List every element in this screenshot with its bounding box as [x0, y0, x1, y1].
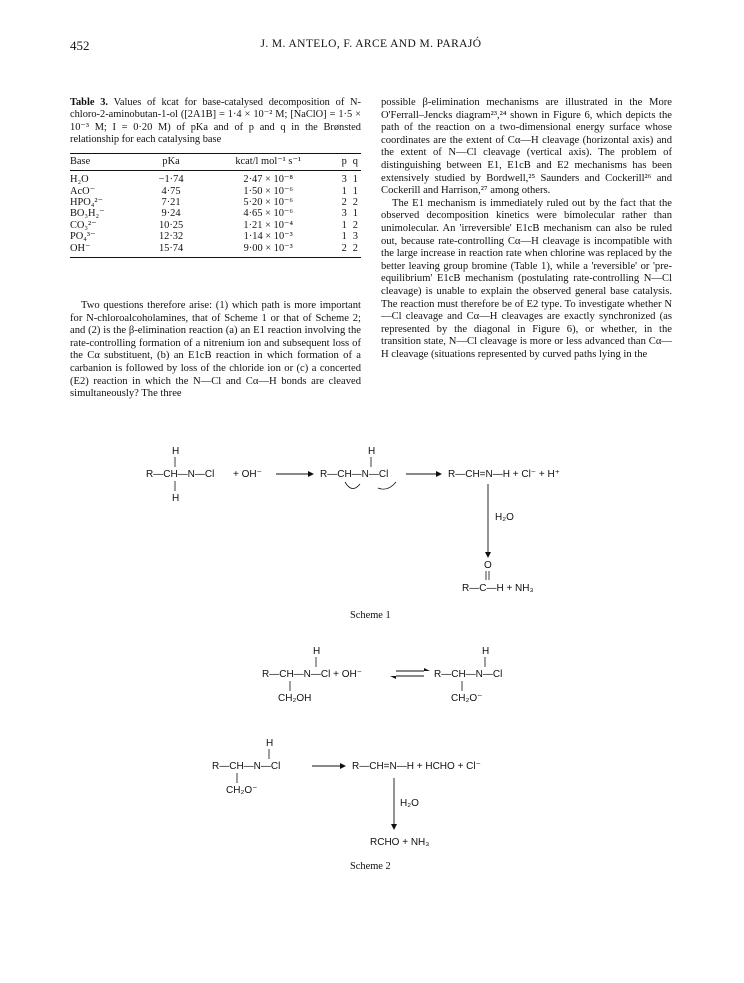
- scheme2-eq2-left: R—CH—N—Cl: [212, 761, 281, 772]
- table-row: [70, 231, 361, 242]
- right-column: [381, 97, 672, 361]
- cell-pka: 15·74: [144, 243, 197, 258]
- cell-pka: 7·21: [161, 197, 181, 209]
- scheme2-eq2-sub: CH₂O⁻: [226, 785, 258, 796]
- cell-q: 2: [350, 243, 361, 258]
- scheme2-eq1-left: R—CH—N—Cl + OH⁻: [262, 669, 363, 680]
- cell-p: 2: [339, 243, 350, 258]
- cell-pka: 10·25: [158, 219, 184, 231]
- cell-base: HPO₄²⁻: [70, 197, 104, 209]
- scheme2-eq1-right: R—CH—N—Cl: [434, 669, 503, 680]
- body-paragraph: Two questions therefore arise: (1) which path is more important for N-chloroalcoholamines, that of Scheme 1 or that of Scheme 2; and (2) is the β-elimination reaction (a) an E1 reaction involving the rate-controlling formation of a nitrenium ion and subsequent loss of the Cα substituent, (b) an E1cB reaction in which formation of a carbanion is followed by loss of the chloride ion or (c) a concerted (E2) reaction in which the N—Cl and Cα—H bonds are cleaved simultaneously? The three: [70, 300, 361, 400]
- cell-pka: −1·74: [158, 174, 184, 186]
- table-row: [70, 220, 361, 231]
- cell-kcat: 1·21 × 10⁻⁴: [243, 219, 294, 231]
- cell-kcat: 4·65 × 10⁻⁶: [243, 208, 294, 220]
- scheme1-plus-hydroxide: + OH⁻: [233, 469, 262, 480]
- table-caption-text: Values of kcat for base-catalysed decomposition of N-chloro-2-aminobutan-1-ol ([2A1B] = 1·4 × 10⁻² M; [NaClO] = 1·5 × 10⁻³ M; I = 0·20 M) of pKa and of p and q in the Brønsted relationship for each catalysing base: [70, 97, 362, 146]
- cell-q: 2: [352, 219, 358, 231]
- scheme2-eq1-sub-left: CH₂OH: [278, 693, 312, 704]
- cell-base: CO₃²⁻: [70, 219, 97, 231]
- cell-kcat: 1·50 × 10⁻⁶: [243, 185, 294, 197]
- table-header-row: [70, 153, 361, 171]
- cell-base: PO₄³⁻: [70, 231, 96, 243]
- cell-base: BO₃H₂⁻: [70, 208, 105, 220]
- scheme2-eq1-h-left: H: [313, 646, 321, 657]
- scheme2-final: RCHO + NH₃: [370, 837, 430, 848]
- page-header: [70, 38, 672, 58]
- table-row: [70, 197, 361, 208]
- cell-kcat: 2·47 × 10⁻⁸: [243, 174, 294, 186]
- cell-kcat: 5·20 × 10⁻⁶: [243, 197, 294, 209]
- table-caption: [70, 97, 361, 147]
- scheme2-water: H₂O: [400, 798, 419, 809]
- scheme1-intermediate: R—CH—N—Cl: [320, 469, 389, 480]
- cell-q: 3: [352, 231, 358, 243]
- cell-p: 1: [341, 185, 347, 197]
- table-row: [70, 186, 361, 197]
- scheme1-intermediate-h: H: [368, 446, 376, 457]
- scheme-2-diagram: [0, 640, 744, 870]
- cell-q: 1: [352, 174, 358, 186]
- scheme2-eq1-sub-right: CH₂O⁻: [451, 693, 483, 704]
- cell-base: H₂O: [70, 174, 89, 186]
- scheme1-final-oxygen: O: [484, 560, 492, 571]
- header-q: q: [350, 153, 361, 171]
- cell-p: 1: [341, 231, 347, 243]
- data-table: [70, 153, 361, 258]
- header-base: Base: [70, 153, 144, 171]
- scheme1-water: H₂O: [495, 512, 514, 523]
- cell-base: OH⁻: [70, 243, 144, 258]
- cell-p: 1: [341, 219, 347, 231]
- cell-p: 3: [341, 208, 347, 220]
- cell-p: 3: [341, 174, 347, 186]
- scheme2-eq2-h: H: [266, 738, 274, 749]
- scheme1-product: R—CH=N—H + Cl⁻ + H⁺: [448, 469, 560, 480]
- scheme-2-label: Scheme 2: [350, 861, 391, 870]
- cell-p: 2: [341, 197, 347, 209]
- cell-pka: 4·75: [161, 185, 181, 197]
- left-column: [70, 97, 361, 401]
- cell-kcat: 9·00 × 10⁻³: [198, 243, 339, 258]
- scheme1-reactant-h-bottom: H: [172, 493, 180, 504]
- table-caption-label: Table 3.: [70, 97, 108, 108]
- scheme2-eq1-h-right: H: [482, 646, 490, 657]
- scheme2-eq2-right: R—CH=N—H + HCHO + Cl⁻: [352, 761, 481, 772]
- cell-pka: 12·32: [158, 231, 184, 243]
- cell-q: 2: [352, 197, 358, 209]
- body-paragraph: The E1 mechanism is immediately ruled out by the fact that the observed decomposition kinetics were bimolecular rather than unimolecular. An 'irreversible' E1cB mechanism can also be ruled out, because rate-controlling Cα—H cleavage is incompatible with the large increase in reaction rate when chlorine was replaced by the better leaving group bromine (Table 1), while a 'reversible' or 'pre-equilibrium' E1cB mechanism (postulating rate-controlling N—Cl cleavage) is unable to explain the observed general base catalysis. The reaction must therefore be of E2 type. To investigate whether N—Cl cleavage and Cα—H cleavages are exactly synchronized (as represented by the diagonal in Figure 6), or whether, in the transition state, N—Cl cleavage is more or less advanced than Cα—H cleavage (situations represented by curved paths lying in the: [381, 197, 672, 360]
- page-number: 452: [70, 38, 90, 53]
- table-row: [70, 171, 361, 186]
- body-paragraph: possible β-elimination mechanisms are illustrated in the More O'Ferrall–Jencks diagram²³,²⁴ shown in Figure 6, which depicts the path of the reaction on a two-dimensional energy surface whose coordinates are the extent of Cα—H cleavage (horizontal axis) and the extent of N—Cl cleavage (vertical axis). The problem of distinguishing between E1, E1cB and E2 mechanisms has been extensively studied by Bordwell,²⁵ Saunders and Cockerill²⁶ and Cockerill and Harrison,²⁷ among others.: [381, 97, 672, 197]
- header-kcat: kcat/l mol⁻¹ s⁻¹: [198, 153, 339, 171]
- scheme1-final: R—C—H + NH₃: [462, 583, 534, 594]
- scheme1-reactant: R—CH—N—Cl: [146, 469, 215, 480]
- scheme1-reactant-h-top: H: [172, 446, 180, 457]
- table-row: [70, 208, 361, 219]
- cell-q: 1: [352, 185, 358, 197]
- cell-pka: 9·24: [161, 208, 181, 220]
- cell-base: AcO⁻: [70, 185, 96, 197]
- running-head: J. M. ANTELO, F. ARCE AND M. PARAJÓ: [260, 38, 482, 50]
- scheme-1-label: Scheme 1: [350, 610, 391, 621]
- cell-q: 1: [352, 208, 358, 220]
- cell-kcat: 1·14 × 10⁻³: [243, 231, 293, 243]
- scheme-1-diagram: [0, 440, 744, 640]
- header-p: p: [339, 153, 350, 171]
- table-row: [70, 243, 361, 258]
- header-pka: pKa: [144, 153, 197, 171]
